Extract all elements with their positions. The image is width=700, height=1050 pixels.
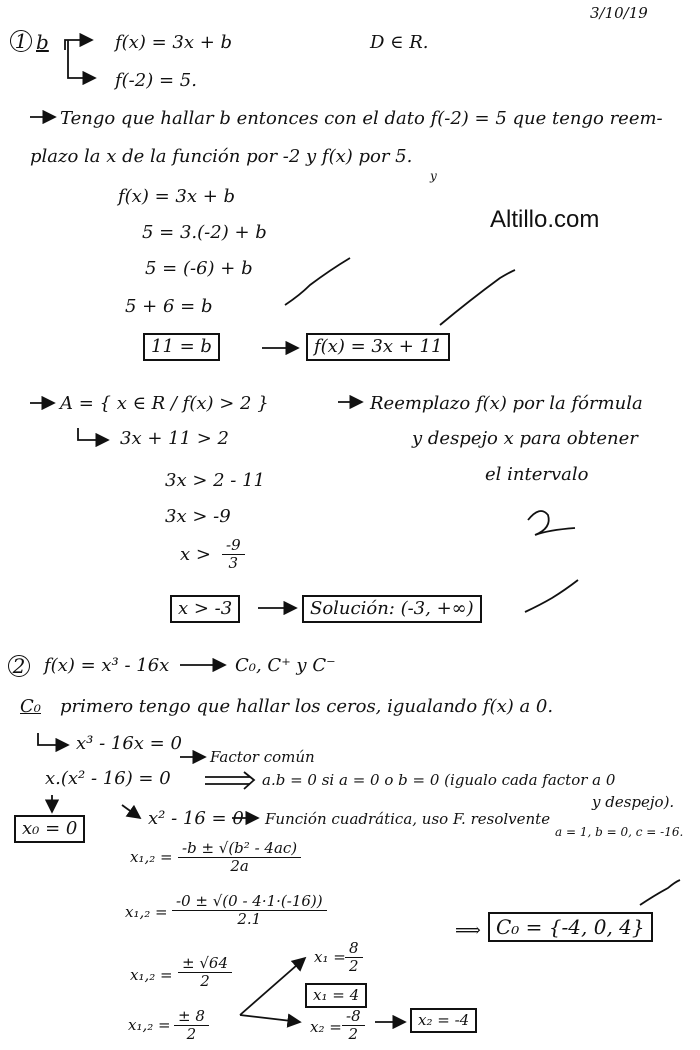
step-4: 5 + 6 = b (125, 296, 213, 317)
fraction-denominator: 3 (228, 554, 239, 573)
exercise-2-number: 2 (8, 655, 30, 677)
factor-note: Factor común (210, 748, 315, 766)
x12-label-2: x₁,₂ = (125, 903, 168, 921)
implies-arrow: ⟹ (455, 920, 481, 941)
branch-up (240, 958, 305, 1015)
domain: D ∈ R. (370, 32, 429, 53)
double-arrow-head (244, 772, 254, 789)
product-rule-2: y despejo). (592, 793, 675, 811)
c0-result-box: C₀ = {-4, 0, 4} (488, 912, 653, 942)
check-mark-1b (440, 270, 515, 325)
exercise-1-number: 1 (10, 30, 32, 52)
result-function-box: f(x) = 3x + 11 (306, 333, 450, 361)
x1-result-box: x₁ = 4 (305, 983, 367, 1008)
inequality: 3x + 11 > 2 (120, 428, 230, 449)
explanation-line-1: Tengo que hallar b entonces con el dato f(-2) = 5 que tengo reem- (60, 108, 663, 129)
watermark: Altillo.com (490, 206, 600, 233)
equation-1: x³ - 16x = 0 (76, 733, 182, 754)
x2-denominator: 2 (348, 1025, 359, 1044)
coefficients: a = 1, b = 0, c = -16. (555, 825, 684, 839)
x2-label: x₂ = (310, 1018, 342, 1036)
set-definition: A = { x ∈ R / f(x) > 2 } (60, 393, 269, 414)
formula-general-denominator: 2a (230, 857, 249, 876)
goal: C₀, C⁺ y C⁻ (235, 655, 336, 676)
x-greater: x > (180, 544, 211, 565)
check-mark-2 (525, 580, 578, 612)
step-3: 5 = (-6) + b (145, 258, 253, 279)
equation-2: x.(x² - 16) = 0 (45, 768, 171, 789)
x1-denominator: 2 (349, 957, 359, 976)
step-1: f(x) = 3x + b (118, 186, 236, 207)
c0-label: C₀ (20, 696, 41, 717)
formula-substituted-numerator: -0 ± √(0 - 4·1·(-16)) (172, 893, 327, 911)
x2-result-box: x₂ = -4 (410, 1008, 477, 1033)
hook-arrow (78, 428, 108, 440)
x1-numerator: 8 (345, 940, 363, 958)
check-mark-1 (285, 258, 350, 305)
quadratic-note: Función cuadrática, uso F. resolvente (265, 810, 551, 828)
check-mark-3 (640, 880, 680, 905)
formula-substituted-denominator: 2.1 (237, 910, 262, 929)
arrow-diag (122, 805, 140, 818)
step-2: 5 = 3.(-2) + b (142, 222, 267, 243)
formula-pm8-denominator: 2 (186, 1025, 197, 1044)
given-point: f(-2) = 5. (115, 70, 197, 91)
equation-3: x² - 16 = 0 (148, 808, 244, 829)
explanation-subscript: y (430, 169, 437, 183)
inequality-step-2: 3x > -9 (165, 506, 231, 527)
x0-box: x₀ = 0 (14, 815, 85, 843)
x-result-box: x > -3 (170, 595, 240, 623)
exercise-1-part: b (36, 30, 49, 54)
x12-label-4: x₁,₂ = (128, 1016, 171, 1034)
doodle (528, 511, 575, 535)
x12-label-1: x₁,₂ = (130, 848, 173, 866)
product-rule: a.b = 0 si a = 0 o b = 0 (igualo cada factor a 0 (262, 771, 616, 789)
solution-box: Solución: (-3, +∞) (302, 595, 482, 623)
inequality-step-1: 3x > 2 - 11 (165, 470, 266, 491)
fraction-numerator: -9 (222, 537, 245, 555)
formula-sqrt64-numerator: ± √64 (178, 955, 232, 973)
branch-down (240, 1015, 300, 1022)
result-b-box: 11 = b (143, 333, 220, 361)
formula-general-numerator: -b ± √(b² - 4ac) (178, 840, 301, 858)
note-line-1: Reemplazo f(x) por la fórmula (370, 393, 643, 414)
function-2: f(x) = x³ - 16x (44, 655, 170, 676)
bracket-arrow-top (65, 40, 92, 50)
formula-pm8-numerator: ± 8 (174, 1008, 209, 1026)
x2-numerator: -8 (342, 1008, 365, 1026)
bracket-arrow-bottom (68, 40, 95, 78)
explanation-line-2: plazo la x de la función por -2 y f(x) por 5. (30, 146, 413, 167)
hook-arrow-2 (38, 733, 68, 745)
x12-label-3: x₁,₂ = (130, 966, 173, 984)
x1-label: x₁ = (314, 948, 346, 966)
c0-explanation: primero tengo que hallar los ceros, igualando f(x) a 0. (60, 696, 554, 717)
given-function: f(x) = 3x + b (115, 32, 233, 53)
formula-sqrt64-denominator: 2 (200, 972, 210, 991)
note-line-2: y despejo x para obtener (412, 428, 638, 449)
note-line-3: el intervalo (485, 464, 589, 485)
date: 3/10/19 (590, 4, 648, 22)
